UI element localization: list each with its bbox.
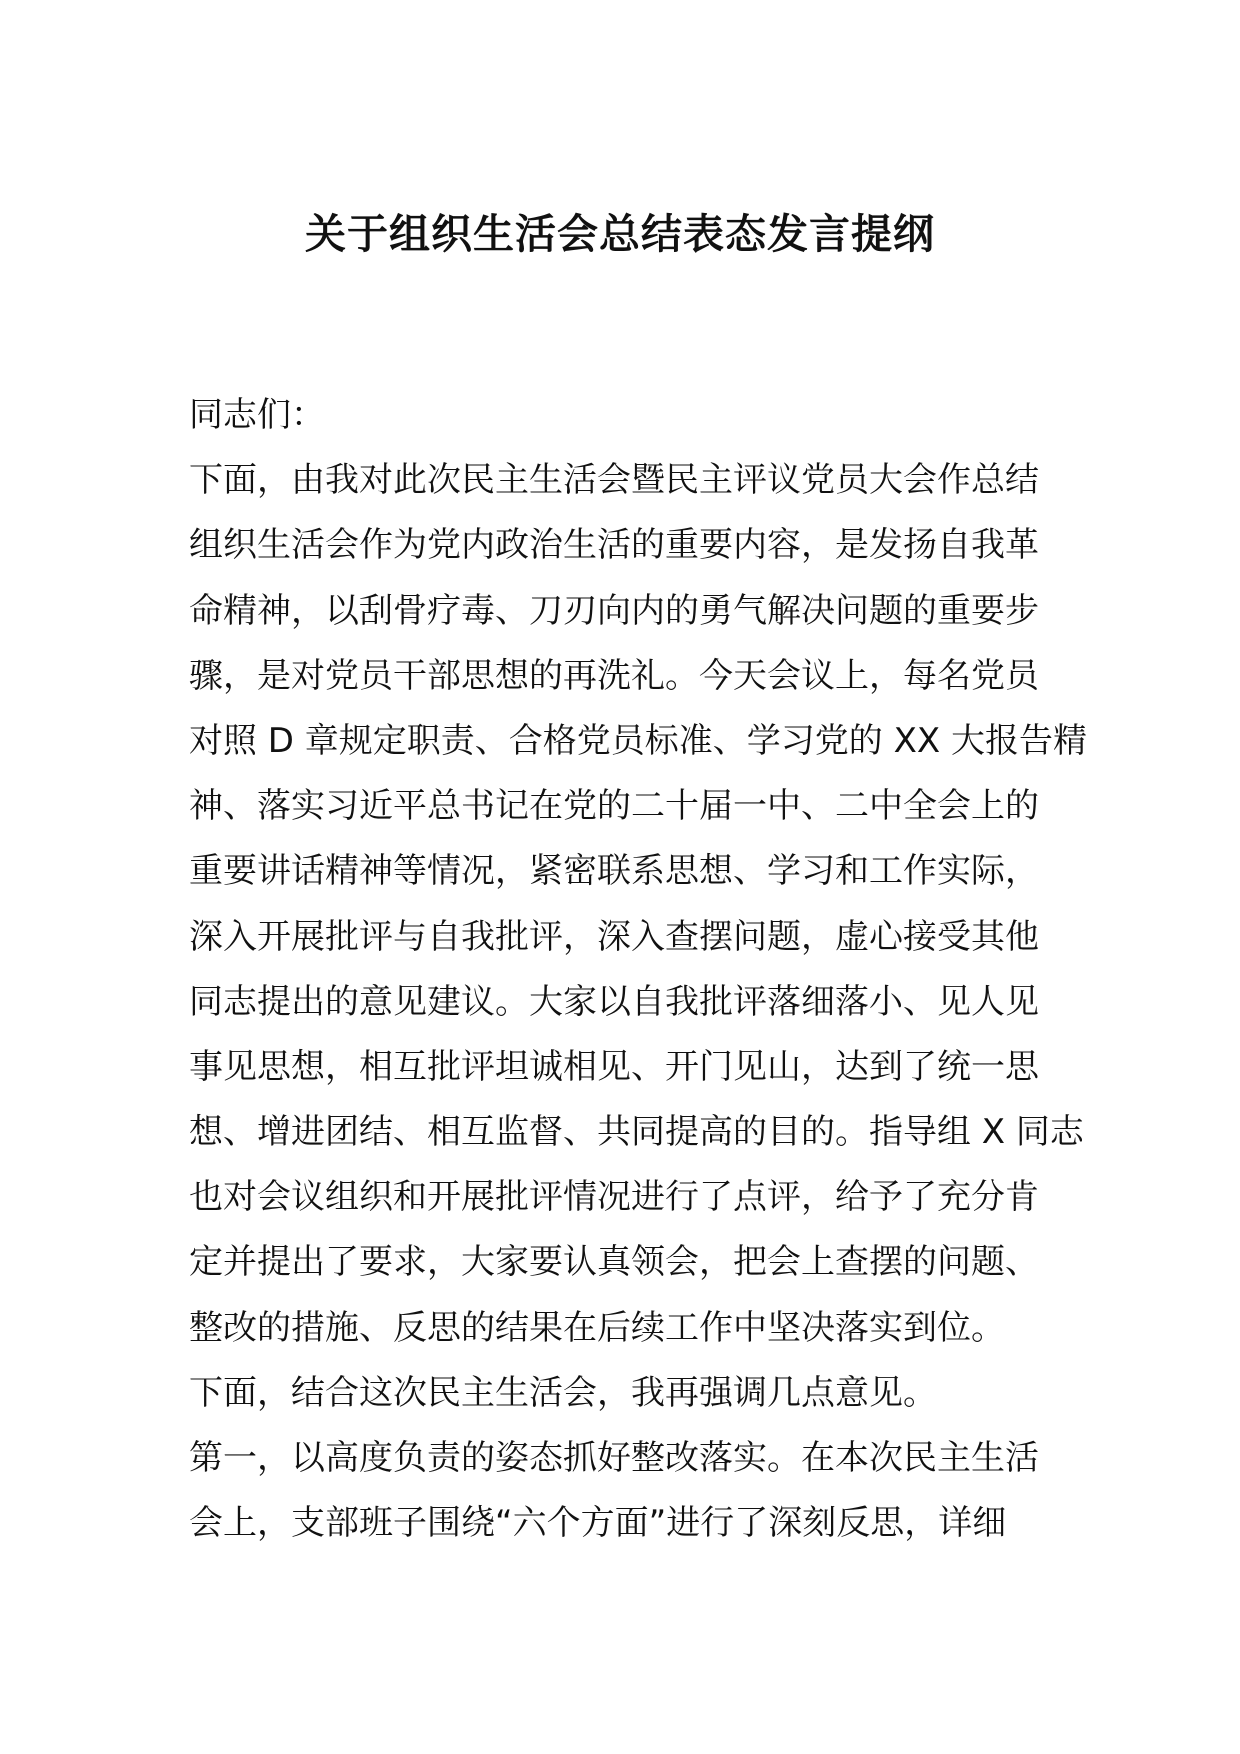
text-line: 深入开展批评与自我批评，深入查摆问题，虚心接受其他	[189, 916, 1039, 957]
text-line: 定并提出了要求，大家要认真领会，把会上查摆的问题、	[189, 1242, 1039, 1283]
text-line: 事见思想，相互批评坦诚相见、开门见山，达到了统一思	[189, 1046, 1039, 1087]
text-line: 会上，支部班子围绕“六个方面”进行了深刻反思，详细	[189, 1503, 1007, 1544]
text-line: 神、落实习近平总书记在党的二十届一中、二中全会上的	[189, 786, 1039, 827]
text-line: 同志们：	[189, 395, 325, 435]
text-line: 第一，以高度负责的姿态抓好整改落实。在本次民主生活	[189, 1438, 1039, 1478]
document-title: 关于组织生活会总结表态发言提纲	[305, 210, 935, 258]
text-line: 同志提出的意见建议。大家以自我批评落细落小、见人见	[189, 981, 1039, 1022]
text-line: 对照 D 章规定职责、合格党员标准、学习党的 XX 大报告精	[189, 720, 1087, 761]
text-line: 也对会议组织和开展批评情况进行了点评，给予了充分肯	[189, 1177, 1039, 1218]
text-line: 命精神，以刮骨疗毒、刀刃向内的勇气解决问题的重要步	[189, 590, 1039, 631]
text-line: 下面，结合这次民主生活会，我再强调几点意见。	[189, 1372, 937, 1413]
text-line: 组织生活会作为党内政治生活的重要内容，是发扬自我革	[189, 525, 1039, 566]
document-body	[189, 383, 1087, 1556]
text-line: 想、增进团结、相互监督、共同提高的目的。指导组 X 同志	[189, 1112, 1084, 1153]
text-line: 骤，是对党员干部思想的再洗礼。今天会议上，每名党员	[189, 655, 1039, 696]
text-line: 整改的措施、反思的结果在后续工作中坚决落实到位。	[189, 1307, 1005, 1348]
text-line: 下面，由我对此次民主生活会暨民主评议党员大会作总结	[189, 460, 1039, 501]
text-line: 重要讲话精神等情况，紧密联系思想、学习和工作实际，	[189, 851, 1039, 892]
